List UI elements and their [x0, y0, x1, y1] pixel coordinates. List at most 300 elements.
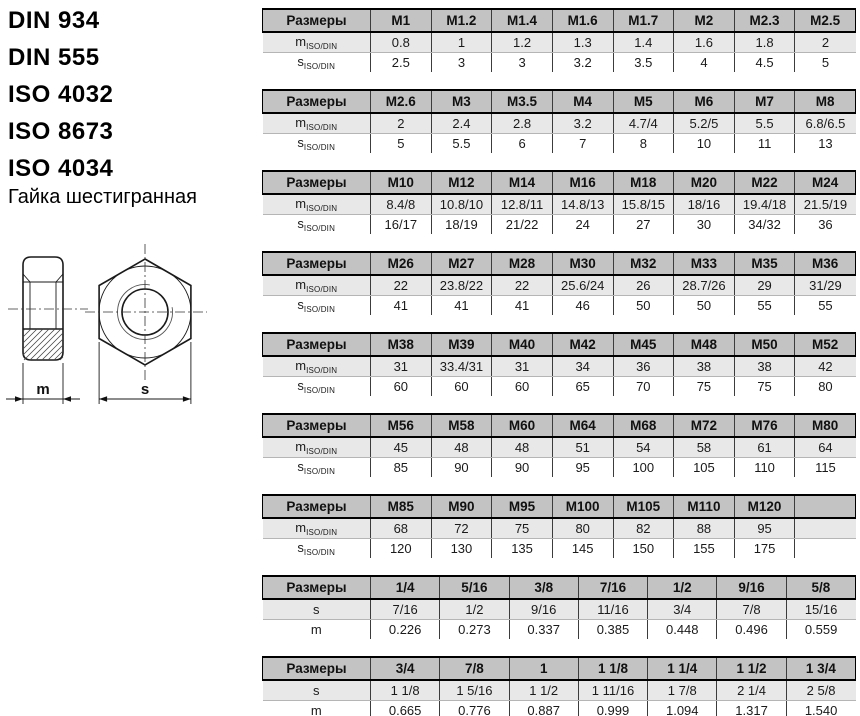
value-cell	[795, 539, 856, 559]
value-cell: 120	[371, 539, 432, 559]
value-cell: 41	[371, 296, 432, 316]
value-cell: 18/19	[431, 215, 492, 235]
table-corner-label: Размеры	[263, 414, 371, 437]
value-cell: 34/32	[734, 215, 795, 235]
column-header: M85	[371, 495, 432, 518]
value-cell: 1.2	[492, 32, 553, 53]
hatch-lines	[23, 329, 63, 360]
column-header: 5/16	[440, 576, 509, 599]
value-cell: 25.6/24	[552, 275, 613, 296]
value-cell: 60	[492, 377, 553, 397]
table-corner-label: Размеры	[263, 90, 371, 113]
value-cell: 150	[613, 539, 674, 559]
row-label	[263, 437, 371, 458]
value-cell: 130	[431, 539, 492, 559]
row-label-main: s	[297, 216, 304, 231]
column-header: M100	[552, 495, 613, 518]
column-header: M38	[371, 333, 432, 356]
column-header: M2	[674, 9, 735, 32]
value-cell: 65	[552, 377, 613, 397]
value-cell: 31	[492, 356, 553, 377]
value-cell: 1/2	[440, 599, 509, 620]
row-label-main: m	[310, 703, 322, 716]
column-header: M8	[795, 90, 856, 113]
value-cell: 51	[552, 437, 613, 458]
value-cell: 2.8	[492, 113, 553, 134]
row-label-main: m	[295, 520, 307, 535]
value-cell: 75	[734, 377, 795, 397]
table-row	[263, 53, 856, 73]
value-cell: 0.226	[371, 620, 440, 640]
column-header: M26	[371, 252, 432, 275]
column-header: M1.2	[431, 9, 492, 32]
value-cell: 0.273	[440, 620, 509, 640]
row-label	[263, 134, 371, 154]
column-header: 1 1/4	[648, 657, 717, 680]
table-corner-label: Размеры	[263, 333, 371, 356]
column-header: 1 1/2	[717, 657, 786, 680]
column-header: M2.5	[795, 9, 856, 32]
standard-item: DIN 555	[8, 44, 100, 71]
table-row	[263, 458, 856, 478]
value-cell: 21.5/19	[795, 194, 856, 215]
value-cell: 1 5/16	[440, 680, 509, 701]
column-header: M80	[795, 414, 856, 437]
table-row	[263, 215, 856, 235]
table-row	[263, 437, 856, 458]
value-cell: 55	[795, 296, 856, 316]
column-header: M7	[734, 90, 795, 113]
row-label-sub: ISO/DIN	[303, 386, 336, 395]
row-label-sub: ISO/DIN	[306, 123, 338, 132]
column-header: M30	[552, 252, 613, 275]
value-cell: 3	[492, 53, 553, 73]
row-label-sub: ISO/DIN	[306, 528, 338, 537]
row-label-main: s	[297, 297, 304, 312]
value-cell: 90	[492, 458, 553, 478]
value-cell: 75	[492, 518, 553, 539]
row-label-main: s	[313, 683, 320, 698]
column-header: M12	[431, 171, 492, 194]
value-cell: 41	[492, 296, 553, 316]
column-header: M42	[552, 333, 613, 356]
value-cell: 7/16	[371, 599, 440, 620]
value-cell: 15.8/15	[613, 194, 674, 215]
value-cell: 1.6	[674, 32, 735, 53]
size-table	[262, 656, 856, 716]
value-cell: 58	[674, 437, 735, 458]
column-header: M27	[431, 252, 492, 275]
dim-label-s: s	[140, 381, 150, 398]
value-cell: 8	[613, 134, 674, 154]
row-label	[263, 113, 371, 134]
value-cell: 6	[492, 134, 553, 154]
column-header: M120	[734, 495, 795, 518]
table-row	[263, 32, 856, 53]
column-header: M64	[552, 414, 613, 437]
value-cell: 46	[552, 296, 613, 316]
table-row	[263, 620, 856, 640]
row-label-main: m	[295, 196, 307, 211]
row-label	[263, 32, 371, 53]
column-header: M14	[492, 171, 553, 194]
row-label-main: s	[297, 459, 304, 474]
dimension-m	[6, 363, 80, 404]
value-cell: 100	[613, 458, 674, 478]
value-cell: 13	[795, 134, 856, 154]
standard-item: ISO 8673	[8, 118, 114, 145]
table-row	[263, 701, 856, 716]
column-header: M110	[674, 495, 735, 518]
row-label-sub: ISO/DIN	[303, 62, 336, 71]
standard-item: ISO 4034	[8, 155, 114, 182]
size-table	[262, 575, 856, 639]
value-cell: 2.4	[431, 113, 492, 134]
value-cell: 34	[552, 356, 613, 377]
column-header: M16	[552, 171, 613, 194]
value-cell: 45	[371, 437, 432, 458]
value-cell: 14.8/13	[552, 194, 613, 215]
row-label-sub: ISO/DIN	[303, 467, 336, 476]
value-cell: 0.385	[578, 620, 647, 640]
column-header	[795, 495, 856, 518]
value-cell: 27	[613, 215, 674, 235]
value-cell: 33.4/31	[431, 356, 492, 377]
value-cell: 61	[734, 437, 795, 458]
column-header: M2.3	[734, 9, 795, 32]
value-cell: 48	[492, 437, 553, 458]
column-header: 5/8	[786, 576, 855, 599]
value-cell: 1.8	[734, 32, 795, 53]
standards-list	[8, 2, 113, 187]
value-cell: 5.5	[734, 113, 795, 134]
table-row	[263, 518, 856, 539]
table-row	[263, 356, 856, 377]
row-label-main: m	[310, 622, 322, 637]
column-header: M58	[431, 414, 492, 437]
value-cell: 28.7/26	[674, 275, 735, 296]
value-cell: 95	[552, 458, 613, 478]
column-header: 1 3/4	[786, 657, 855, 680]
table-row	[263, 377, 856, 397]
value-cell: 3.2	[552, 53, 613, 73]
row-label	[263, 620, 371, 640]
value-cell: 135	[492, 539, 553, 559]
value-cell: 155	[674, 539, 735, 559]
value-cell: 3.5	[613, 53, 674, 73]
value-cell: 21/22	[492, 215, 553, 235]
column-header: M60	[492, 414, 553, 437]
column-header: M40	[492, 333, 553, 356]
size-table	[262, 494, 856, 558]
value-cell: 72	[431, 518, 492, 539]
value-cell: 4	[674, 53, 735, 73]
column-header: M35	[734, 252, 795, 275]
column-header: M72	[674, 414, 735, 437]
table-header-row	[263, 576, 856, 599]
column-header: M2.6	[371, 90, 432, 113]
column-header: M1.6	[552, 9, 613, 32]
table-row	[263, 599, 856, 620]
value-cell: 1 1/8	[371, 680, 440, 701]
row-label	[263, 377, 371, 397]
row-label-sub: ISO/DIN	[303, 143, 336, 152]
row-label-main: s	[297, 540, 304, 555]
column-header: M48	[674, 333, 735, 356]
row-label-main: s	[313, 602, 320, 617]
row-label-main: m	[295, 439, 307, 454]
column-header: M105	[613, 495, 674, 518]
table-header-row	[263, 414, 856, 437]
value-cell: 11	[734, 134, 795, 154]
value-cell: 26	[613, 275, 674, 296]
column-header: M76	[734, 414, 795, 437]
column-header: M95	[492, 495, 553, 518]
column-header: M56	[371, 414, 432, 437]
value-cell	[795, 518, 856, 539]
product-title: Гайка шестигранная	[8, 186, 197, 208]
size-table	[262, 8, 856, 72]
value-cell: 8.4/8	[371, 194, 432, 215]
column-header: M28	[492, 252, 553, 275]
value-cell: 18/16	[674, 194, 735, 215]
value-cell: 0.448	[648, 620, 717, 640]
value-cell: 80	[552, 518, 613, 539]
value-cell: 68	[371, 518, 432, 539]
value-cell: 54	[613, 437, 674, 458]
column-header: M90	[431, 495, 492, 518]
row-label	[263, 275, 371, 296]
value-cell: 115	[795, 458, 856, 478]
value-cell: 22	[492, 275, 553, 296]
column-header: M39	[431, 333, 492, 356]
column-header: M52	[795, 333, 856, 356]
value-cell: 1.317	[717, 701, 786, 716]
column-header: M5	[613, 90, 674, 113]
value-cell: 110	[734, 458, 795, 478]
value-cell: 15/16	[786, 599, 855, 620]
value-cell: 10	[674, 134, 735, 154]
table-corner-label: Размеры	[263, 171, 371, 194]
value-cell: 2.5	[371, 53, 432, 73]
row-label	[263, 701, 371, 716]
row-label-main: s	[297, 135, 304, 150]
column-header: 1/2	[648, 576, 717, 599]
value-cell: 41	[431, 296, 492, 316]
table-row	[263, 296, 856, 316]
value-cell: 11/16	[578, 599, 647, 620]
value-cell: 23.8/22	[431, 275, 492, 296]
nut-drawing	[0, 232, 240, 427]
value-cell: 95	[734, 518, 795, 539]
row-label-sub: ISO/DIN	[306, 366, 338, 375]
table-corner-label: Размеры	[263, 657, 371, 680]
column-header: M36	[795, 252, 856, 275]
value-cell: 7	[552, 134, 613, 154]
value-cell: 1.094	[648, 701, 717, 716]
row-label	[263, 518, 371, 539]
value-cell: 60	[371, 377, 432, 397]
value-cell: 90	[431, 458, 492, 478]
row-label-main: s	[297, 54, 304, 69]
value-cell: 145	[552, 539, 613, 559]
row-label-sub: ISO/DIN	[303, 548, 336, 557]
column-header: M68	[613, 414, 674, 437]
value-cell: 5.2/5	[674, 113, 735, 134]
value-cell: 80	[795, 377, 856, 397]
value-cell: 38	[674, 356, 735, 377]
dim-label-m: m	[36, 381, 50, 398]
value-cell: 3.2	[552, 113, 613, 134]
value-cell: 6.8/6.5	[795, 113, 856, 134]
value-cell: 9/16	[509, 599, 578, 620]
value-cell: 0.337	[509, 620, 578, 640]
value-cell: 75	[674, 377, 735, 397]
column-header: M32	[613, 252, 674, 275]
value-cell: 0.776	[440, 701, 509, 716]
value-cell: 0.999	[578, 701, 647, 716]
column-header: M20	[674, 171, 735, 194]
value-cell: 22	[371, 275, 432, 296]
table-header-row	[263, 9, 856, 32]
size-table	[262, 413, 856, 477]
row-label-sub: ISO/DIN	[306, 204, 338, 213]
value-cell: 16/17	[371, 215, 432, 235]
value-cell: 1.3	[552, 32, 613, 53]
value-cell: 70	[613, 377, 674, 397]
value-cell: 19.4/18	[734, 194, 795, 215]
column-header: 7/16	[578, 576, 647, 599]
value-cell: 1.540	[786, 701, 855, 716]
row-label-sub: ISO/DIN	[306, 42, 338, 51]
column-header: M33	[674, 252, 735, 275]
value-cell: 36	[795, 215, 856, 235]
value-cell: 10.8/10	[431, 194, 492, 215]
value-cell: 50	[613, 296, 674, 316]
value-cell: 4.7/4	[613, 113, 674, 134]
row-label	[263, 458, 371, 478]
column-header: M1.7	[613, 9, 674, 32]
column-header: 1 1/8	[578, 657, 647, 680]
value-cell: 2	[795, 32, 856, 53]
row-label	[263, 680, 371, 701]
row-label-main: m	[295, 358, 307, 373]
value-cell: 42	[795, 356, 856, 377]
column-header: M10	[371, 171, 432, 194]
column-header: M50	[734, 333, 795, 356]
value-cell: 30	[674, 215, 735, 235]
row-label	[263, 215, 371, 235]
value-cell: 7/8	[717, 599, 786, 620]
value-cell: 5	[795, 53, 856, 73]
value-cell: 0.496	[717, 620, 786, 640]
row-label-sub: ISO/DIN	[303, 224, 336, 233]
value-cell: 55	[734, 296, 795, 316]
table-row	[263, 134, 856, 154]
column-header: 1	[509, 657, 578, 680]
row-label	[263, 296, 371, 316]
value-cell: 24	[552, 215, 613, 235]
value-cell: 105	[674, 458, 735, 478]
table-row	[263, 680, 856, 701]
value-cell: 48	[431, 437, 492, 458]
table-header-row	[263, 90, 856, 113]
table-corner-label: Размеры	[263, 252, 371, 275]
column-header: 3/4	[371, 657, 440, 680]
size-table	[262, 89, 856, 153]
column-header: M24	[795, 171, 856, 194]
table-header-row	[263, 333, 856, 356]
nut-front-view	[85, 244, 207, 404]
value-cell: 1	[431, 32, 492, 53]
value-cell: 12.8/11	[492, 194, 553, 215]
value-cell: 2	[371, 113, 432, 134]
row-label	[263, 539, 371, 559]
table-row	[263, 539, 856, 559]
column-header: 9/16	[717, 576, 786, 599]
column-header: M1.4	[492, 9, 553, 32]
column-header: M1	[371, 9, 432, 32]
row-label-sub: ISO/DIN	[306, 447, 338, 456]
value-cell: 60	[431, 377, 492, 397]
standard-item: DIN 934	[8, 7, 100, 34]
table-header-row	[263, 252, 856, 275]
column-header: M22	[734, 171, 795, 194]
value-cell: 0.887	[509, 701, 578, 716]
row-label	[263, 194, 371, 215]
row-label-main: m	[295, 277, 307, 292]
row-label	[263, 599, 371, 620]
column-header: 7/8	[440, 657, 509, 680]
row-label	[263, 53, 371, 73]
column-header: M3.5	[492, 90, 553, 113]
standard-item: ISO 4032	[8, 81, 114, 108]
table-header-row	[263, 171, 856, 194]
column-header: M3	[431, 90, 492, 113]
table-row	[263, 113, 856, 134]
table-row	[263, 275, 856, 296]
table-corner-label: Размеры	[263, 495, 371, 518]
value-cell: 0.559	[786, 620, 855, 640]
column-header: M45	[613, 333, 674, 356]
value-cell: 31	[371, 356, 432, 377]
column-header: 1/4	[371, 576, 440, 599]
value-cell: 50	[674, 296, 735, 316]
row-label-main: s	[297, 378, 304, 393]
row-label-main: m	[295, 34, 307, 49]
table-corner-label: Размеры	[263, 576, 371, 599]
row-label-main: m	[295, 115, 307, 130]
value-cell: 1.4	[613, 32, 674, 53]
value-cell: 5.5	[431, 134, 492, 154]
value-cell: 29	[734, 275, 795, 296]
value-cell: 82	[613, 518, 674, 539]
size-table	[262, 170, 856, 234]
value-cell: 175	[734, 539, 795, 559]
value-cell: 31/29	[795, 275, 856, 296]
nut-side-view	[6, 257, 88, 404]
value-cell: 38	[734, 356, 795, 377]
value-cell: 0.665	[371, 701, 440, 716]
column-header: M6	[674, 90, 735, 113]
table-row	[263, 194, 856, 215]
value-cell: 1 7/8	[648, 680, 717, 701]
value-cell: 2 5/8	[786, 680, 855, 701]
value-cell: 3	[431, 53, 492, 73]
value-cell: 0.8	[371, 32, 432, 53]
table-corner-label: Размеры	[263, 9, 371, 32]
column-header: 3/8	[509, 576, 578, 599]
